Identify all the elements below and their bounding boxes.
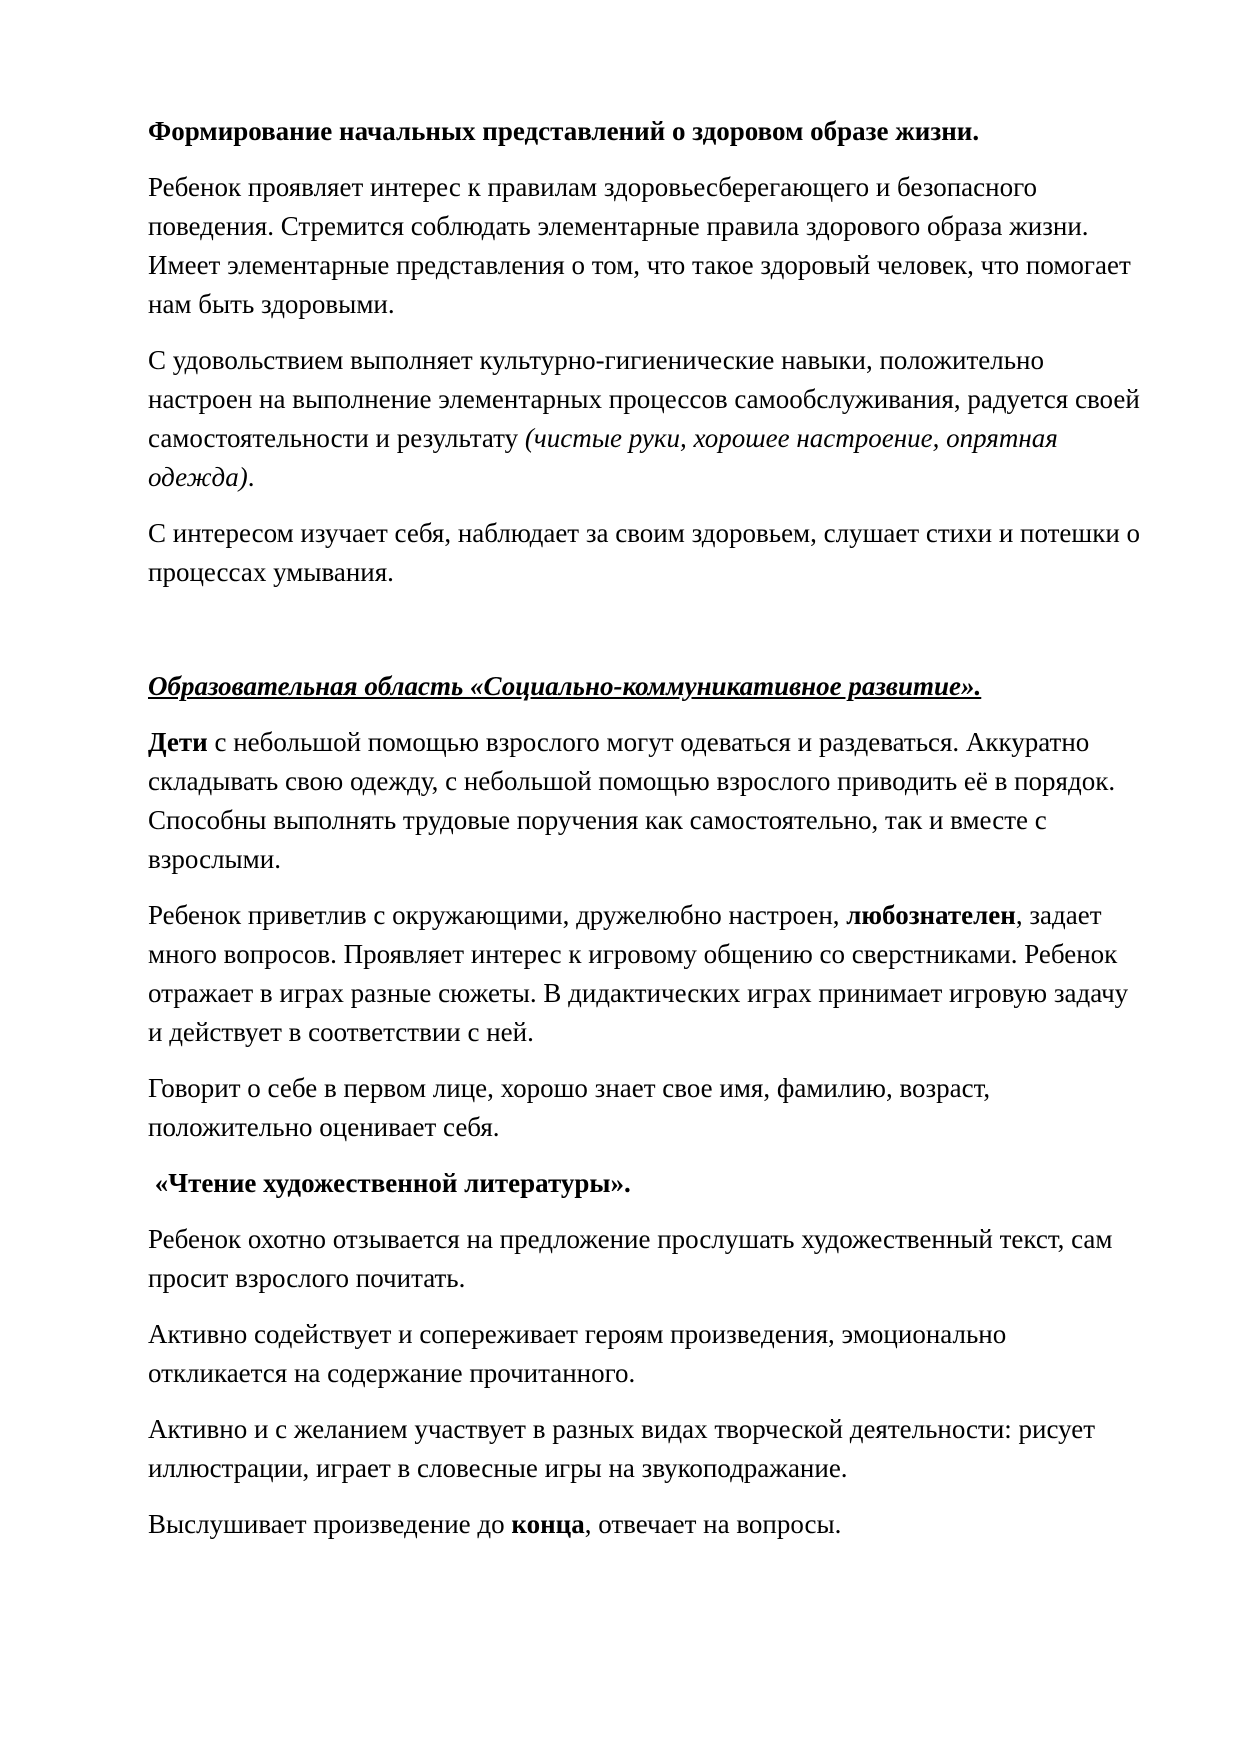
paragraph: Ребенок охотно отзывается на предложение прослушать художественный текст, сам просит взрослого почитать. xyxy=(148,1224,1120,1293)
paragraph: Ребенок проявляет интерес к правилам здоровьесберегающего и безопасного поведения. Стремится соблюдать элементарные правила здорового образа жизни. Имеет элементарные представления о том, что такое здоровый человек, что помогает нам быть здоровыми. xyxy=(148,172,1138,319)
paragraph-italic-text: (чистые руки, хорошее настроение, опрятная одежда) xyxy=(148,423,1065,492)
section-heading-reading-literature: «Чтение художественной литературы». xyxy=(148,1168,631,1198)
paragraph-text: С удовольствием выполняет культурно-гигиенические навыки, положительно настроен на выполнение элементарных процессов самообслуживания, радуется своей самостоятельности и результату xyxy=(148,345,1147,453)
paragraph-text: , задает много вопросов. Проявляет интерес к игровому общению со сверстниками. Ребенок отражает в играх разные сюжеты. В дидактических играх принимает игровую задачу и действует в соответствии с ней. xyxy=(148,900,1135,1047)
paragraph: С интересом изучает себя, наблюдает за своим здоровьем, слушает стихи и потешки о процессах умывания. xyxy=(148,518,1147,587)
paragraph xyxy=(148,896,1148,1052)
paragraph-bold-text: Дети xyxy=(148,727,208,757)
paragraph xyxy=(148,341,1148,497)
paragraph-text: с небольшой помощью взрослого могут одеваться и раздеваться. Аккуратно складывать свою одежду, с небольшой помощью взрослого приводить её в порядок. Способны выполнять трудовые поручения как самостоятельно, так и вместе с взрослыми. xyxy=(148,727,1122,874)
paragraph xyxy=(148,1505,1148,1544)
paragraph-text: Выслушивает произведение до xyxy=(148,1509,512,1539)
paragraph: Активно содействует и сопереживает героям произведения, эмоционально откликается на содержание прочитанного. xyxy=(148,1319,1013,1388)
paragraph-text: . xyxy=(247,462,255,492)
paragraph-text: Ребенок приветлив с окружающими, дружелюбно настроен, xyxy=(148,900,847,930)
paragraph: Говорит о себе в первом лице, хорошо знает свое имя, фамилию, возраст, положительно оценивает себя. xyxy=(148,1073,997,1142)
paragraph xyxy=(148,723,1148,879)
paragraph-text: , отвечает на вопросы. xyxy=(584,1509,842,1539)
section-heading-healthy-lifestyle: Формирование начальных представлений о здоровом образе жизни. xyxy=(148,116,980,146)
paragraph-bold-text: конца xyxy=(511,1509,585,1539)
section-heading-social-communicative: Образовательная область «Социально-коммуникативное развитие». xyxy=(148,671,982,701)
document-page xyxy=(148,112,1148,1561)
spacer xyxy=(148,609,1148,667)
paragraph-bold-text: любознателен xyxy=(846,900,1016,930)
paragraph: Активно и с желанием участвует в разных видах творческой деятельности: рисует иллюстрации, играет в словесные игры на звукоподражание. xyxy=(148,1414,1102,1483)
